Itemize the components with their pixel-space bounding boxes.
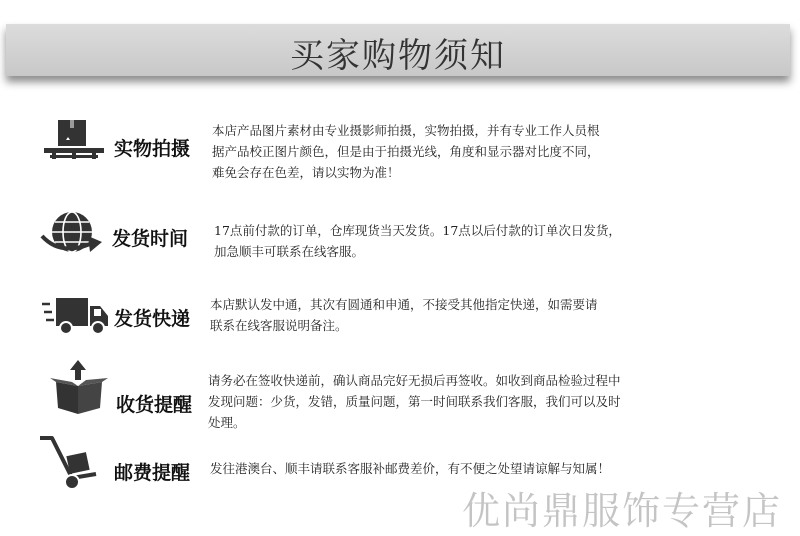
hand-truck-icon [38,434,100,492]
delivery-truck-icon [42,294,112,338]
box-on-pallet-icon [44,118,108,170]
desc-line: 本店默认发中通，其次有圆通和申通，不接受其他指定快递，如需要请 [210,297,598,312]
page-title: 买家购物须知 [290,36,506,76]
section-label: 发货时间 [112,228,189,250]
section-desc [208,370,621,433]
section-label: 发货快递 [114,308,191,330]
open-box-arrow-icon [50,360,110,416]
desc-line: 处理。 [208,415,246,430]
desc-line: 发往港澳台、顺丰请联系客服补邮费差价，有不便之处望请谅解与知属！ [210,461,611,476]
desc-line: 发现问题：少货，发错，质量问题，第一时间联系我们客服，我们可以及时 [208,394,621,409]
section-label: 实物拍摄 [114,138,191,160]
desc-line: 加急顺丰可联系在线客服。 [214,244,365,259]
section-desc [210,458,610,479]
title-banner [6,24,790,76]
desc-line: 联系在线客服说明备注。 [210,318,348,333]
section-label: 收货提醒 [116,394,193,416]
globe-arrow-icon [40,206,106,264]
section-desc [214,220,621,262]
desc-line: 请务必在签收快递前，确认商品完好无损后再签收。如收到商品检验过程中 [208,373,621,388]
desc-line: 本店产品图片素材由专业摄影师拍摄，实物拍摄，并有专业工作人员根 [212,123,600,138]
desc-line: 17点前付款的订单，仓库现货当天发货。17点以后付款的订单次日发货， [214,223,621,238]
shop-name: 优尚鼎服饰专营店 [461,489,782,533]
desc-line: 难免会存在色差，请以实物为准！ [212,165,400,180]
desc-line: 据产品校正图片颜色，但是由于拍摄光线，角度和显示器对比度不同， [212,144,600,159]
section-desc [212,120,600,183]
section-label: 邮费提醒 [114,462,191,484]
section-desc [210,294,598,336]
